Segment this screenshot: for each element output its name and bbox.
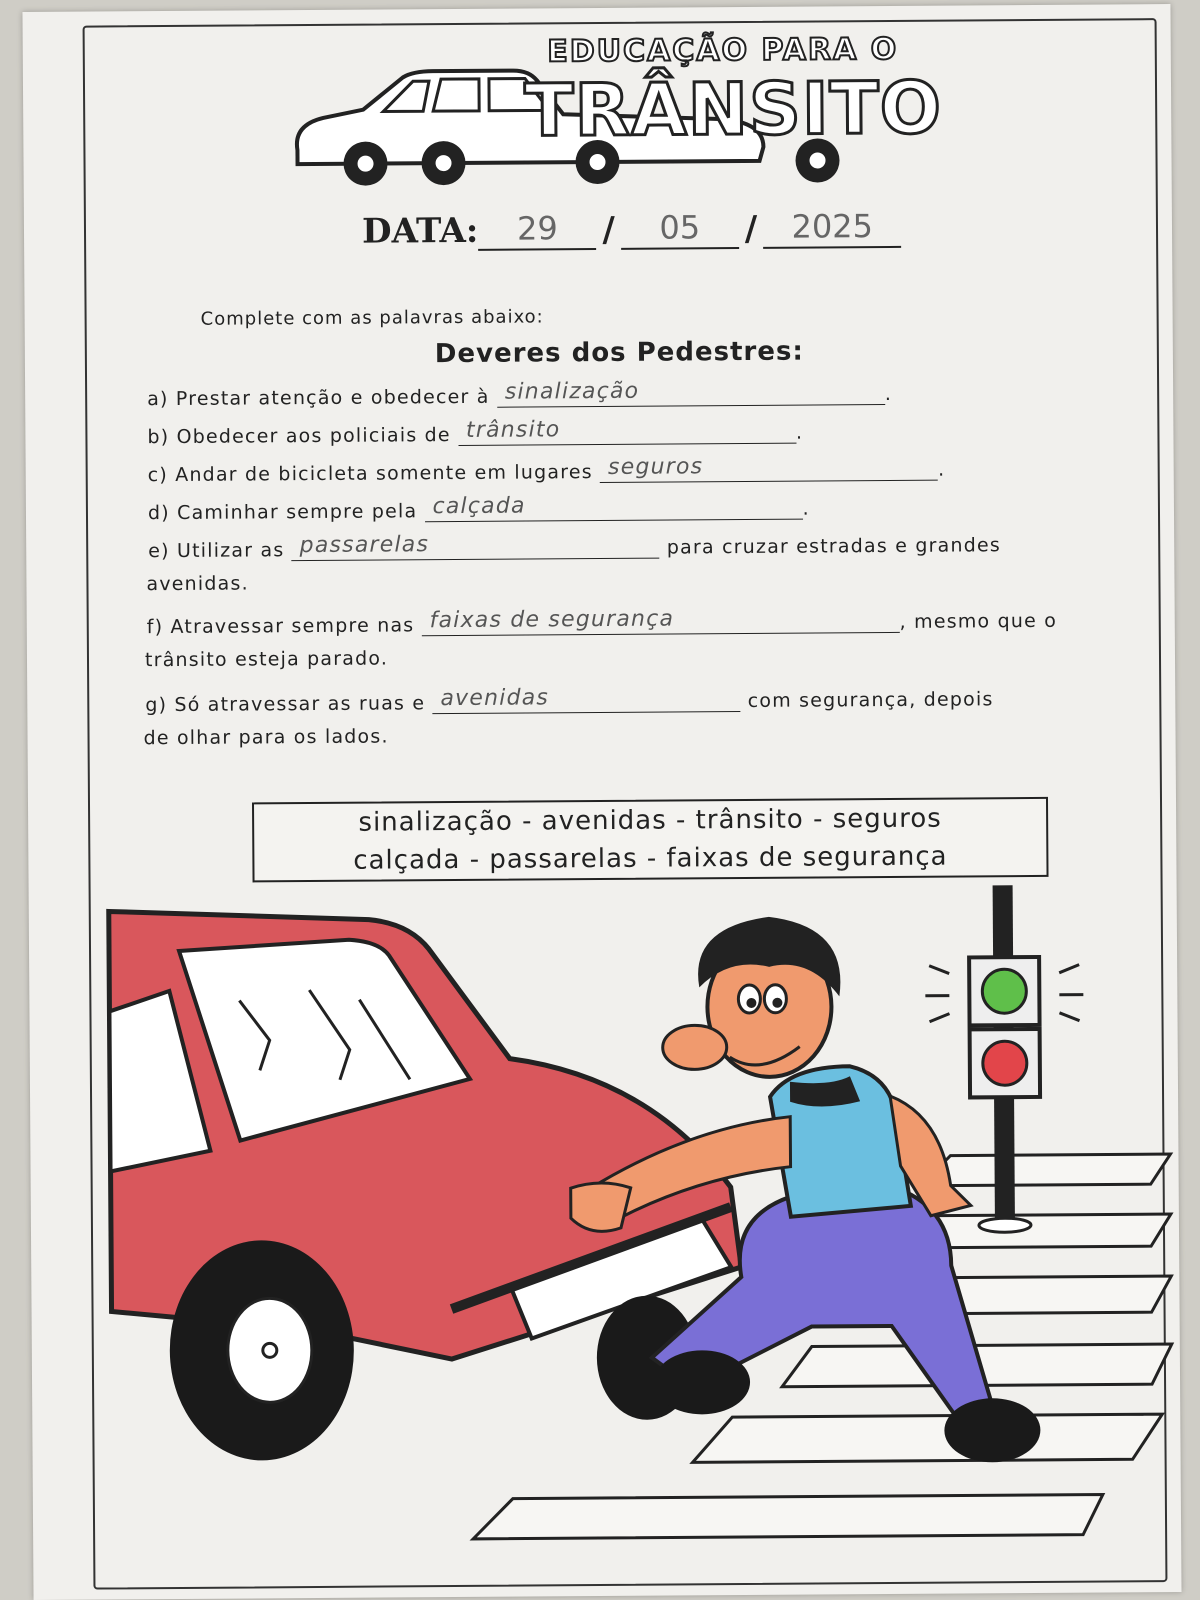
answer-field[interactable]: calçada: [424, 493, 802, 523]
question-text: c) Andar de bicicleta somente em lugares: [147, 461, 593, 487]
question-text: com segurança, depois: [747, 688, 994, 712]
title-top: EDUCAÇÃO PARA O: [547, 31, 899, 70]
question-text: e) Utilizar as: [148, 539, 285, 563]
answer-field[interactable]: avenidas: [432, 685, 740, 714]
date-row: [362, 206, 902, 252]
answer-field[interactable]: seguros: [600, 454, 938, 483]
date-month-field[interactable]: 05: [621, 207, 739, 250]
date-label: DATA:: [361, 210, 479, 252]
question-text: f) Atravessar sempre nas: [146, 614, 415, 639]
question-text: , mesmo que o: [899, 609, 1058, 633]
date-separator: /: [602, 209, 615, 250]
question-c: [148, 454, 946, 487]
date-day-field[interactable]: 29: [478, 208, 596, 251]
question-punct: .: [802, 497, 810, 520]
question-g-continued: de olhar para os lados.: [143, 725, 389, 750]
answer-field[interactable]: trânsito: [458, 417, 796, 446]
question-d: [148, 493, 810, 525]
word-bank: [252, 797, 1049, 883]
worksheet-page: [22, 4, 1181, 1600]
question-punct: .: [884, 382, 893, 406]
question-text: g) Só atravessar as ruas e: [145, 692, 426, 717]
word-bank-line-1: sinalização - avenidas - trânsito - seguros: [358, 803, 942, 838]
question-punct: .: [937, 458, 946, 481]
question-e-continued: avenidas.: [146, 572, 249, 596]
answer-field[interactable]: sinalização: [497, 378, 885, 408]
title-main: TRÂNSITO: [524, 65, 943, 153]
question-b: [147, 417, 803, 449]
answer-field[interactable]: passarelas: [292, 532, 660, 562]
date-separator: /: [744, 208, 758, 249]
word-bank-line-2: calçada - passarelas - faixas de segurança: [353, 841, 948, 876]
question-f-continued: trânsito esteja parado.: [144, 647, 389, 672]
answer-field[interactable]: faixas de segurança: [422, 606, 900, 636]
pedestrian-boy-illustration: [89, 884, 1194, 1592]
question-punct: .: [795, 421, 804, 444]
question-text: d) Caminhar sempre pela: [147, 500, 418, 525]
instructions: Complete com as palavras abaixo:: [200, 306, 544, 330]
question-text: a) Prestar atenção e obedecer à: [147, 385, 490, 411]
date-year-field[interactable]: 2025: [763, 206, 901, 249]
question-text: b) Obedecer aos policiais de: [147, 424, 451, 449]
question-text: para cruzar estradas e grandes: [666, 534, 1001, 559]
question-a: [147, 378, 892, 410]
section-title: Deveres dos Pedestres:: [434, 336, 804, 370]
